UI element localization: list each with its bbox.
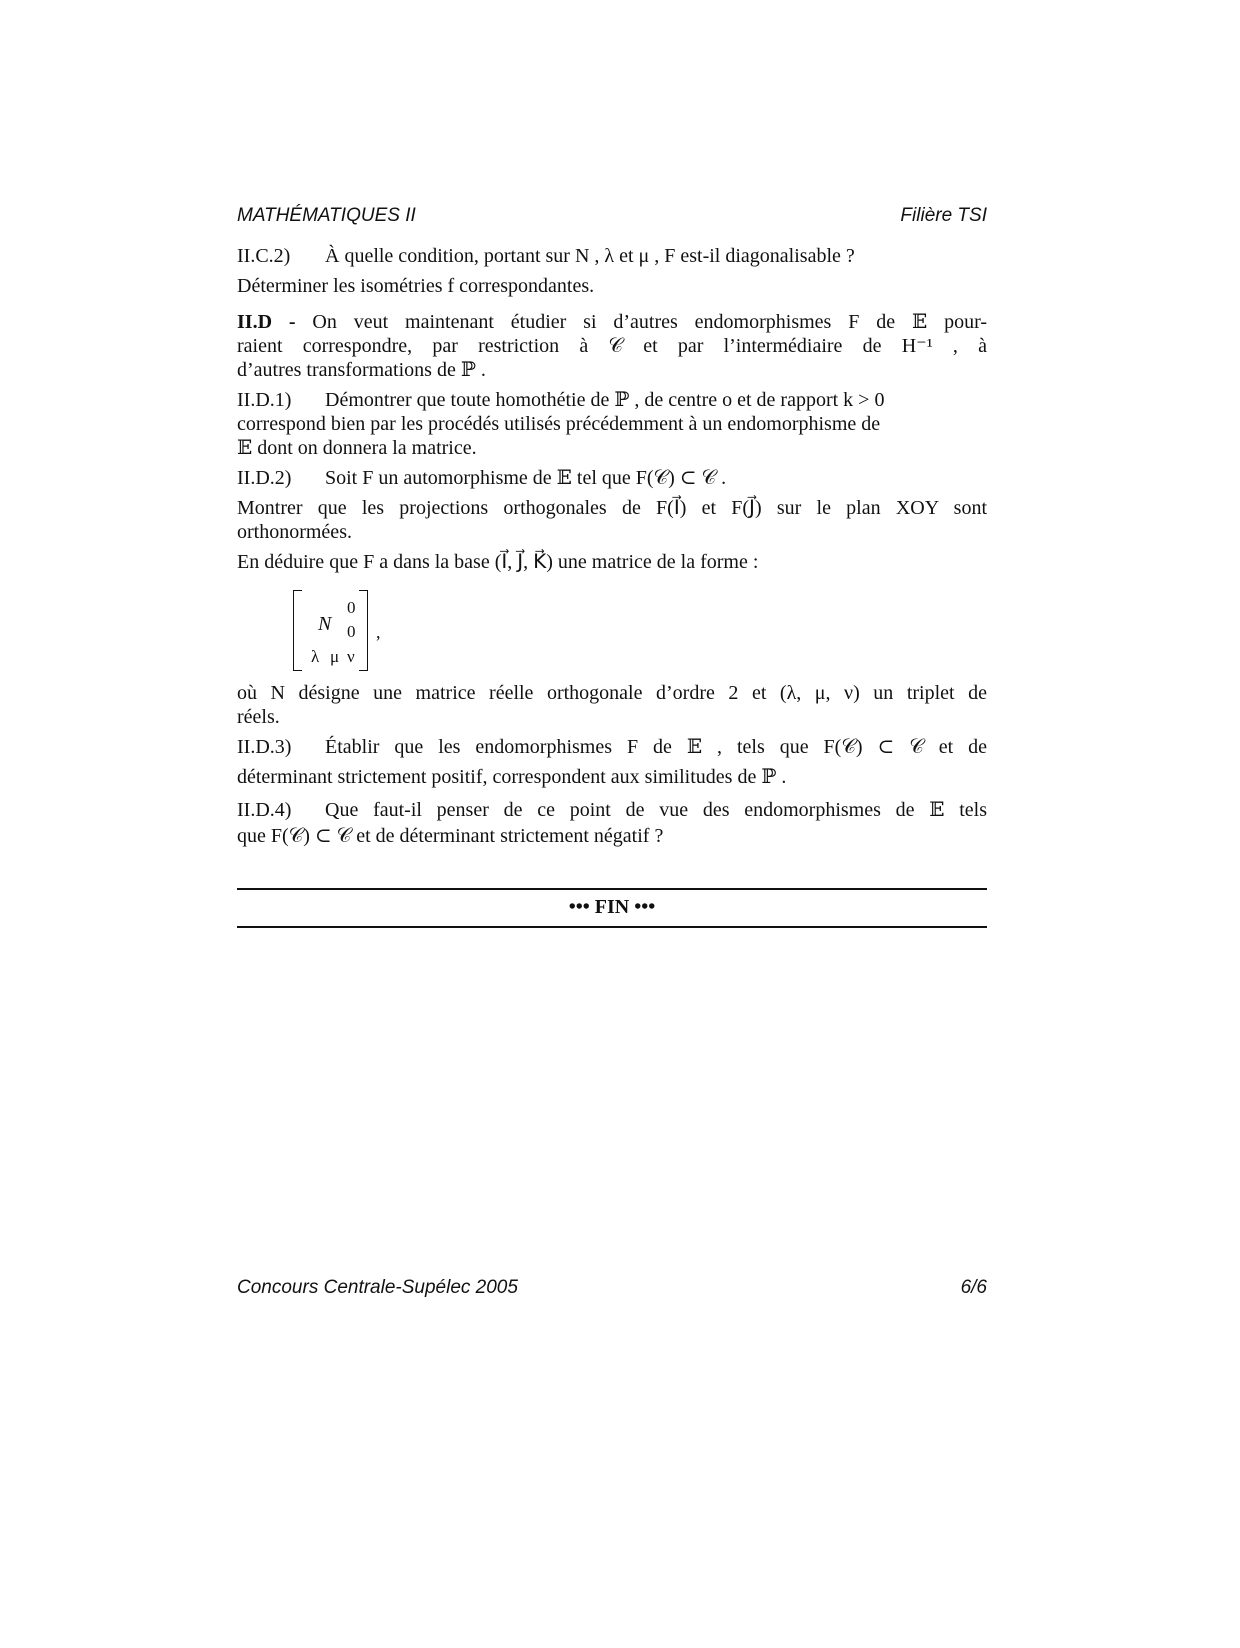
matrix-nu: ν (347, 647, 355, 666)
question-text: Soit F un automorphisme de 𝔼 tel que F(𝒞) ⊂ 𝒞 . (325, 467, 727, 489)
matrix (293, 590, 393, 672)
question-text: Établir que les endomorphismes F de 𝔼 , tels que F(𝒞) ⊂ 𝒞 et de (325, 736, 987, 758)
question-text: déterminant strictement positif, correspondent aux similitudes de ℙ . (237, 766, 787, 788)
question-number: II.D.3) (237, 736, 292, 758)
question-text: orthonormées. (237, 521, 352, 543)
right-bracket (359, 590, 368, 671)
section-text: d’autres transformations de ℙ . (237, 359, 486, 381)
header-track: Filière TSI (900, 205, 987, 226)
question-line (237, 798, 987, 822)
question-text: que F(𝒞) ⊂ 𝒞 et de déterminant strictement négatif ? (237, 825, 664, 847)
question-text: Démontrer que toute homothétie de ℙ , de centre o et de rapport k > 0 (325, 389, 885, 411)
question-line (237, 244, 987, 268)
question-text: Montrer que les projections orthogonales de F(I⃗) et F(J⃗) sur le plan XOY sont (237, 497, 987, 519)
matrix-N: N (318, 613, 332, 635)
footer-title: Concours Centrale-Supélec 2005 (237, 1277, 518, 1298)
section-number: II.D - (237, 311, 296, 333)
question-number: II.D.4) (237, 799, 292, 821)
matrix-zero: 0 (347, 598, 356, 617)
question-text: Déterminer les isométries f correspondantes. (237, 275, 595, 297)
question-number: II.C.2) (237, 245, 291, 267)
end-marker: ••• FIN ••• (568, 896, 656, 918)
header-title: MATHÉMATIQUES II (237, 205, 416, 226)
matrix-lambda: λ (311, 647, 320, 666)
left-bracket (293, 590, 302, 671)
rule-bottom (237, 926, 987, 928)
page-number: 6/6 (960, 1277, 987, 1298)
matrix-mu: μ (330, 647, 340, 666)
section-text: raient correspondre, par restriction à 𝒞 et par l’intermédiaire de H⁻¹ , à (237, 335, 987, 357)
question-text: Que faut-il penser de ce point de vue des endomorphismes de 𝔼 tels (325, 799, 987, 821)
question-line (237, 388, 987, 412)
rule-top (237, 888, 987, 890)
question-text: À quelle condition, portant sur N , λ et μ , F est-il diagonalisable ? (325, 245, 855, 267)
matrix-zero: 0 (347, 622, 356, 641)
question-text: correspond bien par les procédés utilisés précédemment à un endomorphisme de (237, 413, 881, 435)
question-text: réels. (237, 706, 280, 728)
question-text: où N désigne une matrice réelle orthogonale d’ordre 2 et (λ, μ, ν) un triplet de (237, 682, 987, 704)
question-number: II.D.2) (237, 467, 292, 489)
question-line (237, 735, 987, 759)
section-line (237, 310, 987, 334)
matrix-comma: , (376, 622, 381, 642)
section-text: On veut maintenant étudier si d’autres endomorphismes F de 𝔼 pour- (312, 311, 987, 333)
question-text: 𝔼 dont on donnera la matrice. (237, 437, 477, 459)
question-line (237, 466, 987, 490)
question-number: II.D.1) (237, 389, 292, 411)
question-text: En déduire que F a dans la base (I⃗, J⃗, K⃗) une matrice de la forme : (237, 551, 759, 573)
